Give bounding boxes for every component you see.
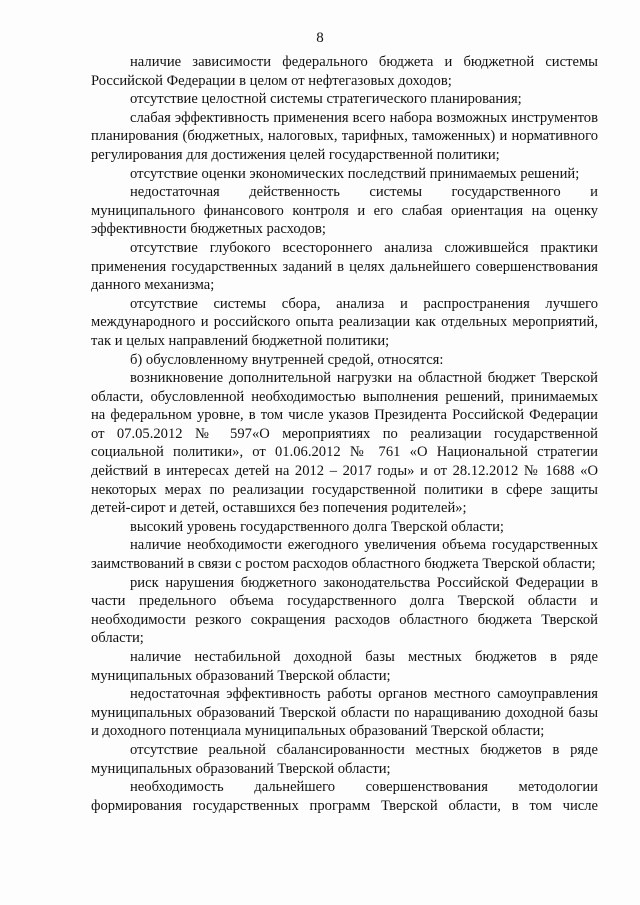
page-number: 8 — [316, 30, 324, 46]
paragraph-local-government-efficiency: недостаточная эффективность работы органов местного самоуправления муниципальных образований Тверской области по наращиванию доходной базы и доходного потенциала муниципальных образований Тверской области; — [91, 686, 598, 740]
paragraph-strategic-planning: отсутствие целостной системы стратегического планирования; — [130, 91, 522, 108]
paragraph-economic-consequences: отсутствие оценки экономических последствий принимаемых решений; — [130, 165, 580, 182]
paragraph-methodology-improvement: необходимость дальнейшего совершенствования методологии формирования государственных программ Тверской области, в том числе — [91, 779, 598, 814]
paragraph-borrowing-growth: наличие необходимости ежегодного увеличения объема государственных заимствований в связи с ростом расходов областного бюджета Тверской области; — [91, 537, 598, 573]
document-body — [91, 53, 598, 815]
paragraph-financial-control: недостаточная действенность системы государственного и муниципального финансового контроля и его слабая ориентация на оценку эффективности бюджетных расходов; — [91, 184, 598, 238]
paragraph-additional-load: возникновение дополнительной нагрузки на областной бюджет Тверской области, обусловленной необходимостью выполнения решений, принимаемых на федеральном уровне, в том числе указов Президента Российской Федерации от 07.05.2012 № 597«О мероприятиях по реализации государственной социальной политики», от 01.06.2012 № 761 «О Национальной стратегии действий в интересах детей на 2012 – 2017 годы» и от 28.12.2012 № 1688 «О некоторых мерах по реализации государственной политики в сфере защиты детей-сирот и детей, оставшихся без попечения родителей»; — [91, 370, 598, 517]
paragraph-state-debt: высокий уровень государственного долга Тверской области; — [130, 518, 504, 535]
paragraph-unstable-revenue: наличие нестабильной доходной базы местных бюджетов в ряде муниципальных образований Тверской области; — [91, 649, 598, 684]
paragraph-best-practices: отсутствие системы сбора, анализа и распространения лучшего международного и российского опыта реализации как отдельных мероприятий, так и целых направлений бюджетной политики; — [91, 295, 598, 349]
paragraph-budget-law-risk: риск нарушения бюджетного законодательства Российской Федерации в части предельного объема государственного долга Тверской области и необходимости резкого сокращения расходов областного бюджета Тверской области; — [91, 574, 598, 647]
paragraph-oil-gas-dependence: наличие зависимости федерального бюджета и бюджетной системы Российской Федерации в целом от нефтегазовых доходов; — [91, 54, 598, 89]
paragraph-internal-environment: б) обусловленному внутренней средой, относятся: — [130, 351, 444, 368]
paragraph-planning-instruments: слабая эффективность применения всего набора возможных инструментов планирования (бюджетных, налоговых, тарифных, таможенных) и нормативного регулирования для достижения целей государственной политики; — [91, 109, 598, 163]
paragraph-state-tasks-analysis: отсутствие глубокого всестороннего анализа сложившейся практики применения государственных заданий в целях дальнейшего совершенствования данного механизма; — [91, 239, 598, 294]
paragraph-local-budget-balance: отсутствие реальной сбалансированности местных бюджетов в ряде муниципальных образований Тверской области; — [91, 741, 598, 777]
